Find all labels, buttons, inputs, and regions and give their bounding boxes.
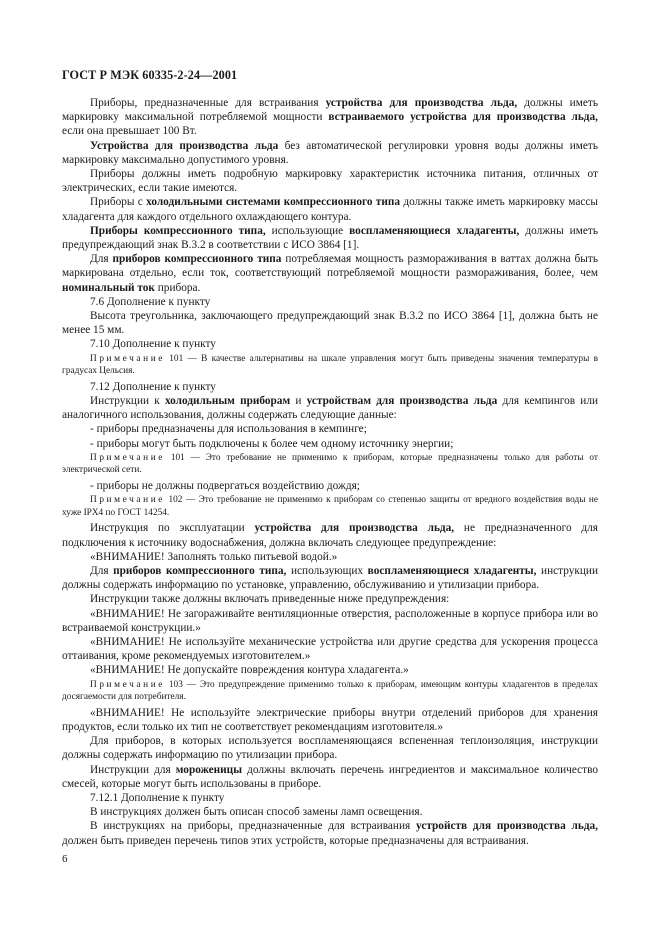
list-item: - приборы могут быть подключены к более чем одному источнику энергии; bbox=[90, 437, 454, 450]
section-heading: 7.6 Дополнение к пункту bbox=[90, 295, 211, 308]
list-item: - приборы не должны подвергаться воздействию дождя; bbox=[90, 480, 360, 493]
note-label: Примечание bbox=[90, 452, 165, 463]
note: Примечание 103 — Это предупреждение применимо только к приборам, имеющим контуры хладагентов в пределах досягаемости для потребителя. bbox=[62, 679, 598, 703]
paragraph: Для приборов, в которых используется воспламеняющаяся вспененная теплоизоляция, инструкции должны содержать информацию по утилизации прибора. bbox=[62, 735, 598, 762]
warning-text: «ВНИМАНИЕ! Не используйте механические устройства или другие средства для ускорения процесса оттаивания, кроме рекомендуемых изготовителем.» bbox=[62, 636, 598, 663]
list-item: - приборы предназначены для использования в кемпинге; bbox=[90, 423, 367, 436]
paragraph: Инструкции к холодильным приборам и устройствам для производства льда для кемпингов или аналогичного использования, должны содержать следующие данные: bbox=[62, 395, 598, 422]
paragraph: Инструкция по эксплуатации устройства для производства льда, не предназначенного для подключения к источнику водоснабжения, должна включать следующее предупреждение: bbox=[62, 522, 598, 549]
warning-text: «ВНИМАНИЕ! Не загораживайте вентиляционные отверстия, расположенные в корпусе прибора или во встраиваемой конструкции.» bbox=[62, 607, 598, 634]
paragraph: Инструкции также должны включать приведенные ниже предупреждения: bbox=[90, 593, 450, 606]
document-body bbox=[62, 96, 598, 848]
page-number: 6 bbox=[62, 853, 68, 865]
note-label: Примечание bbox=[90, 353, 165, 364]
document-header: ГОСТ Р МЭК 60335-2-24—2001 bbox=[62, 68, 238, 82]
section-heading: 7.12.1 Дополнение к пункту bbox=[90, 792, 225, 805]
note: Примечание 102 — Это требование не применимо к приборам со степенью защиты от вредного воздействия воды не хуже IPX4 по ГОСТ 14254. bbox=[62, 495, 598, 518]
paragraph: Приборы, предназначенные для встраивания устройства для производства льда, должны иметь маркировку максимальной потребляемой мощности встраиваемого устройства для производства льда, если она превышает 100 Вт. bbox=[62, 97, 598, 138]
section-heading: 7.10 Дополнение к пункту bbox=[90, 338, 216, 351]
warning-text: «ВНИМАНИЕ! Не используйте электрические приборы внутри отделений приборов для хранения продуктов, если только их тип не соответствует рекомендациям изготовителя.» bbox=[62, 706, 598, 734]
paragraph: Для приборов компрессионного типа потребляемая мощность размораживания в ваттах должна быть маркирована отдельно, если ток, соответствующий потребляемой мощности размораживания, более, чем номинальный ток прибора. bbox=[62, 253, 598, 294]
paragraph: Для приборов компрессионного типа, использующих воспламеняющиеся хладагенты, инструкции должны содержать информацию по установке, управлению, обслуживанию и утилизации прибора. bbox=[62, 565, 598, 592]
paragraph: Устройства для производства льда без автоматической регулировки уровня воды должны иметь маркировку максимально допустимого уровня. bbox=[62, 139, 598, 166]
note-label: Примечание bbox=[90, 495, 165, 506]
note: Примечание 101 — В качестве альтернативы на шкале управления могут быть приведены значения температуры в градусах Цельсия. bbox=[62, 353, 598, 377]
note-label: Примечание bbox=[90, 679, 165, 690]
paragraph: Приборы с холодильными системами компрессионного типа должны также иметь маркировку массы хладагента для каждого отдельного охлаждающего контура. bbox=[62, 196, 598, 223]
paragraph: Приборы компрессионного типа, использующие воспламеняющиеся хладагенты, должны иметь предупреждающий знак В.3.2 в соответствии с ИСО 3864 [1]. bbox=[62, 224, 598, 252]
note: Примечание 101 — Это требование не применимо к приборам, которые предназначены только для работы от электрической сети. bbox=[62, 452, 598, 476]
paragraph: Высота треугольника, заключающего предупреждающий знак В.3.2 по ИСО 3864 [1], должна быть не менее 15 мм. bbox=[62, 310, 598, 337]
warning-text: «ВНИМАНИЕ! Заполнять только питьевой водой.» bbox=[90, 550, 338, 563]
paragraph: В инструкциях должен быть описан способ замены ламп освещения. bbox=[90, 806, 423, 819]
paragraph: В инструкциях на приборы, предназначенные для встраивания устройств для производства льда, должен быть приведен перечень типов этих устройств, которые предназначены для встраивания. bbox=[62, 820, 599, 847]
paragraph: Приборы должны иметь подробную маркировку характеристик источника питания, отличных от электрических, если такие имеются. bbox=[62, 168, 598, 195]
warning-text: «ВНИМАНИЕ! Не допускайте повреждения контура хладагента.» bbox=[90, 664, 409, 677]
paragraph: Инструкции для мороженицы должны включать перечень ингредиентов и максимальное количество смесей, которые могут быть использованы в приборе. bbox=[62, 763, 599, 790]
section-heading: 7.12 Дополнение к пункту bbox=[90, 380, 216, 393]
